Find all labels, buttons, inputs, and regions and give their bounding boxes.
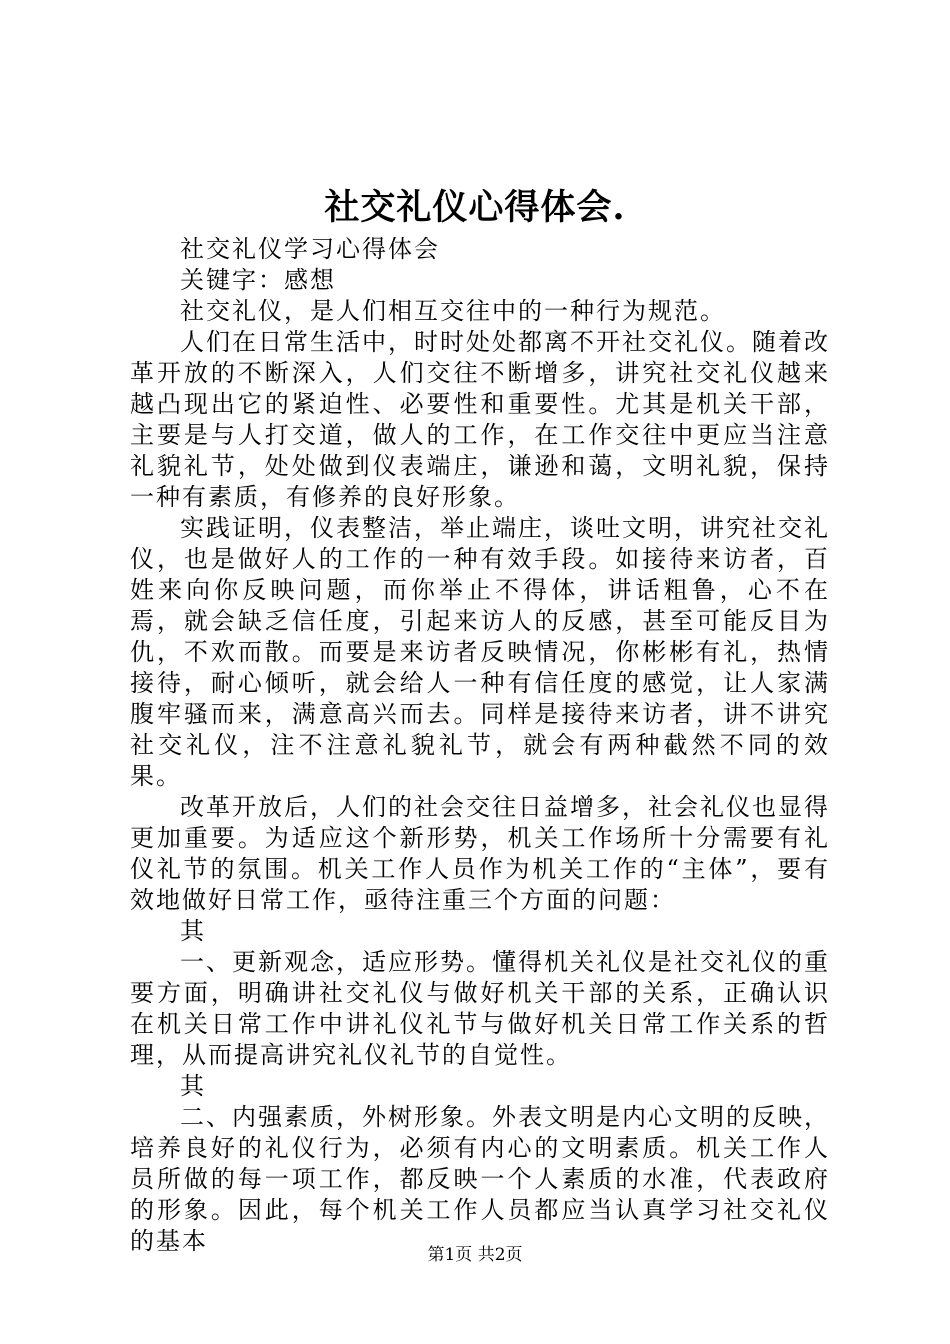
paragraph-marker-1: 其	[180, 917, 206, 945]
paragraph-marker-2: 其	[180, 1072, 206, 1100]
document-body	[130, 234, 830, 1257]
paragraph-practice: 实践证明，仪表整洁，举止端庄，谈吐文明，讲究社交礼仪，也是做好人的工作的一种有效手段。如接待来访者，百姓来向你反映问题，而你举止不得体，讲话粗鲁，心不在焉，就会缺乏信任度，引起来访人的反感，甚至可能反目为仇，不欢而散。而要是来访者反映情况，你彬彬有礼，热情接待，耐心倾听，就会给人一种有信任度的感觉，让人家满腹牢骚而来，满意高兴而去。同样是接待来访者，讲不讲究社交礼仪，注不注意礼貌礼节，就会有两种截然不同的效果。	[130, 514, 830, 790]
paragraph-point-1: 一、更新观念，适应形势。懂得机关礼仪是社交礼仪的重要方面，明确讲社交礼仪与做好机关干部的关系，正确认识在机关日常工作中讲礼仪礼节与做好机关日常工作关系的哲理，从而提高讲究礼仪礼节的自觉性。	[130, 948, 830, 1069]
paragraph-daily-life: 人们在日常生活中，时时处处都离不开社交礼仪。随着改革开放的不断深入，人们交往不断增多，讲究社交礼仪越来越凸现出它的紧迫性、必要性和重要性。尤其是机关干部，主要是与人打交道，做人的工作，在工作交往中更应当注意礼貌礼节，处处做到仪表端庄，谦逊和蔼，文明礼貌，保持一种有素质，有修养的良好形象。	[130, 328, 830, 511]
paragraph-reform: 改革开放后，人们的社会交往日益增多，社会礼仪也显得更加重要。为适应这个新形势，机关工作场所十分需要有礼仪礼节的氛围。机关工作人员作为机关工作的“主体”，要有效地做好日常工作，亟待注重三个方面的问题：	[130, 793, 830, 914]
page-footer: 第1页 共2页	[427, 1245, 523, 1265]
paragraph-keywords: 关键字：感想	[180, 266, 336, 294]
paragraph-definition: 社交礼仪，是人们相互交往中的一种行为规范。	[180, 297, 726, 325]
paragraph-point-2: 二、内强素质，外树形象。外表文明是内心文明的反映，培养良好的礼仪行为，必须有内心的文明素质。机关工作人员所做的每一项工作，都反映一个人素质的水准，代表政府的形象。因此，每个机关工作人员都应当认真学习社交礼仪的基本	[130, 1103, 830, 1255]
paragraph-subtitle: 社交礼仪学习心得体会	[180, 235, 440, 263]
document-title: 社交礼仪心得体会.	[324, 187, 626, 228]
